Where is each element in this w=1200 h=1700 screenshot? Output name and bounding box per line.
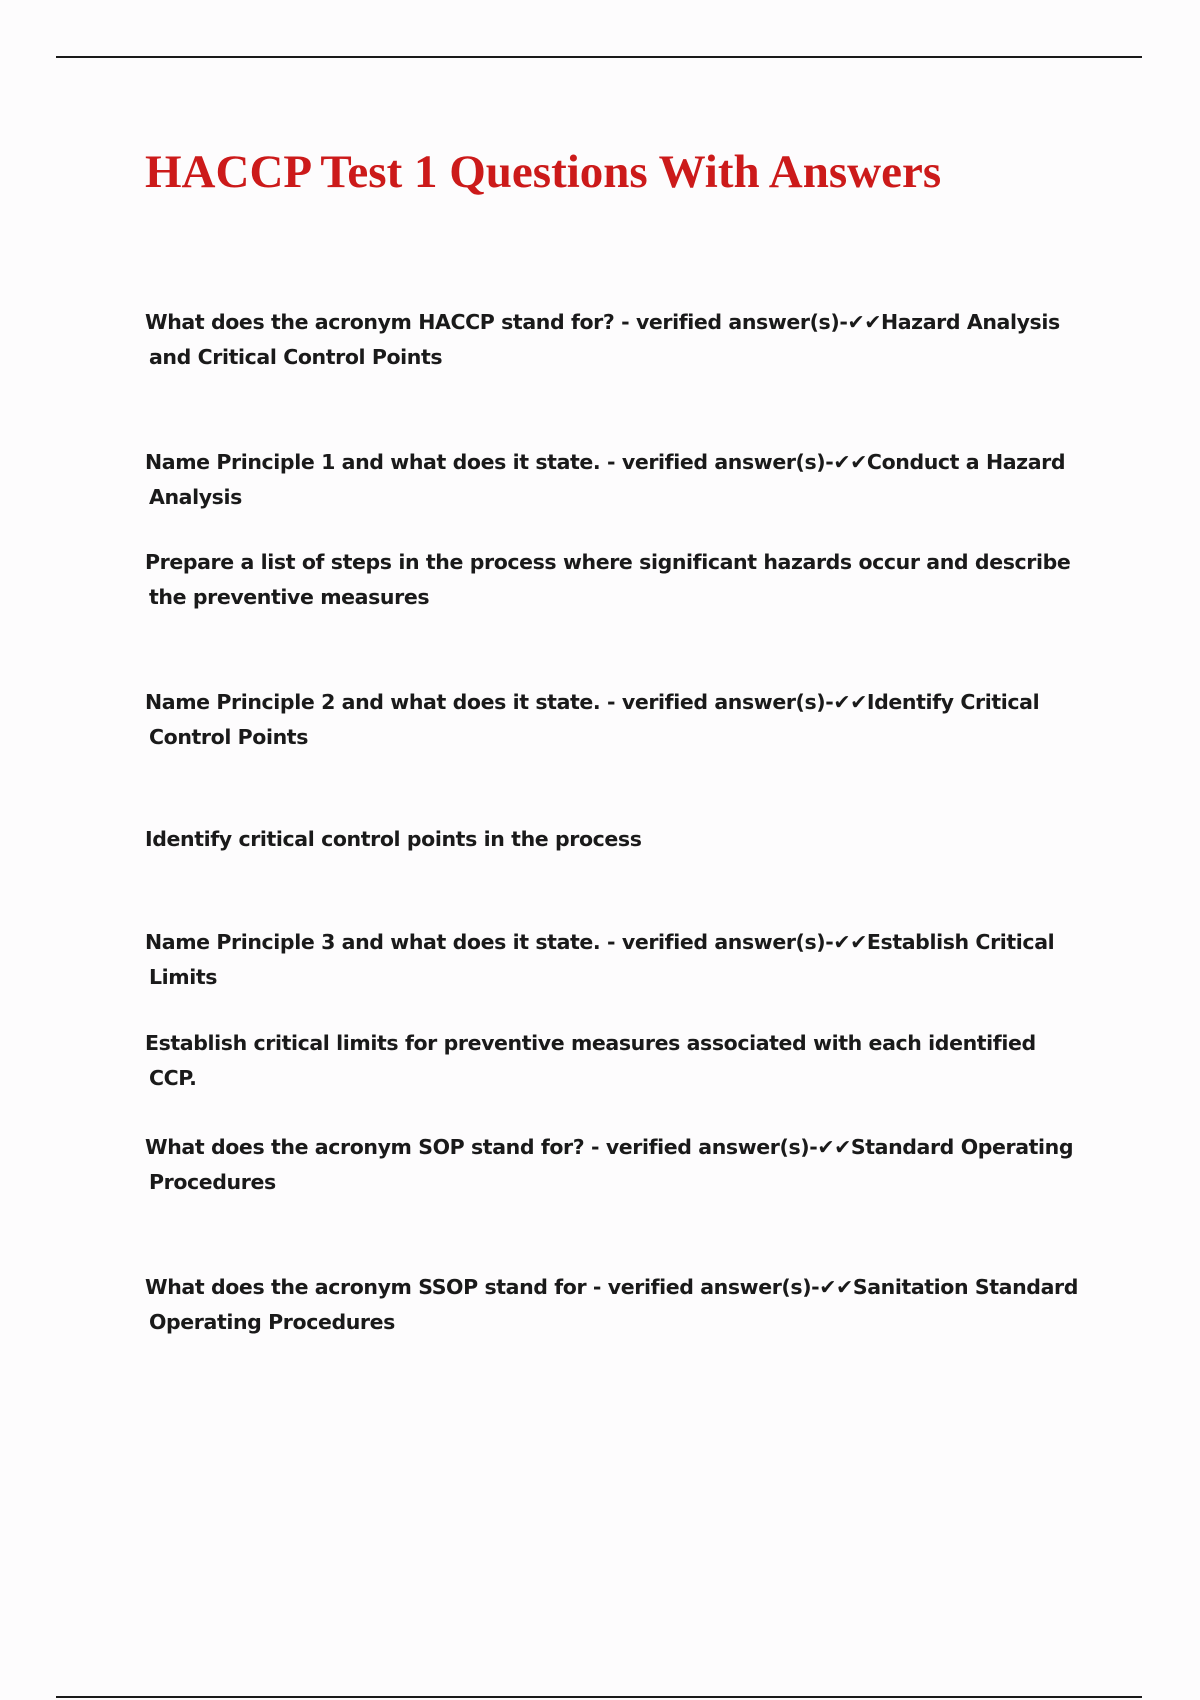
qa-item-principle-2: Name Principle 2 and what does it state. - verified answer(s)-✔✔Identify Critical Control Points <box>145 690 1040 749</box>
qa-item-principle-3-statement: Establish critical limits for preventive measures associated with each identified CCP. <box>145 1031 1036 1090</box>
top-rule <box>56 56 1142 58</box>
qa-item-haccp-acronym: What does the acronym HACCP stand for? - verified answer(s)-✔✔Hazard Analysis and Critical Control Points <box>145 310 1060 369</box>
bottom-rule <box>56 1696 1142 1698</box>
qa-item-principle-3: Name Principle 3 and what does it state. - verified answer(s)-✔✔Establish Critical Limits <box>145 930 1055 989</box>
page-title: HACCP Test 1 Questions With Answers <box>145 146 942 198</box>
qa-item-principle-1: Name Principle 1 and what does it state. - verified answer(s)-✔✔Conduct a Hazard Analysis <box>145 450 1066 509</box>
qa-item-sop-acronym: What does the acronym SOP stand for? - verified answer(s)-✔✔Standard Operating Procedures <box>145 1135 1074 1194</box>
qa-item-ssop-acronym: What does the acronym SSOP stand for - verified answer(s)-✔✔Sanitation Standard Operating Procedures <box>145 1275 1079 1334</box>
qa-item-principle-2-statement: Identify critical control points in the process <box>145 827 642 851</box>
qa-item-principle-1-statement: Prepare a list of steps in the process where significant hazards occur and describe the preventive measures <box>145 550 1071 609</box>
